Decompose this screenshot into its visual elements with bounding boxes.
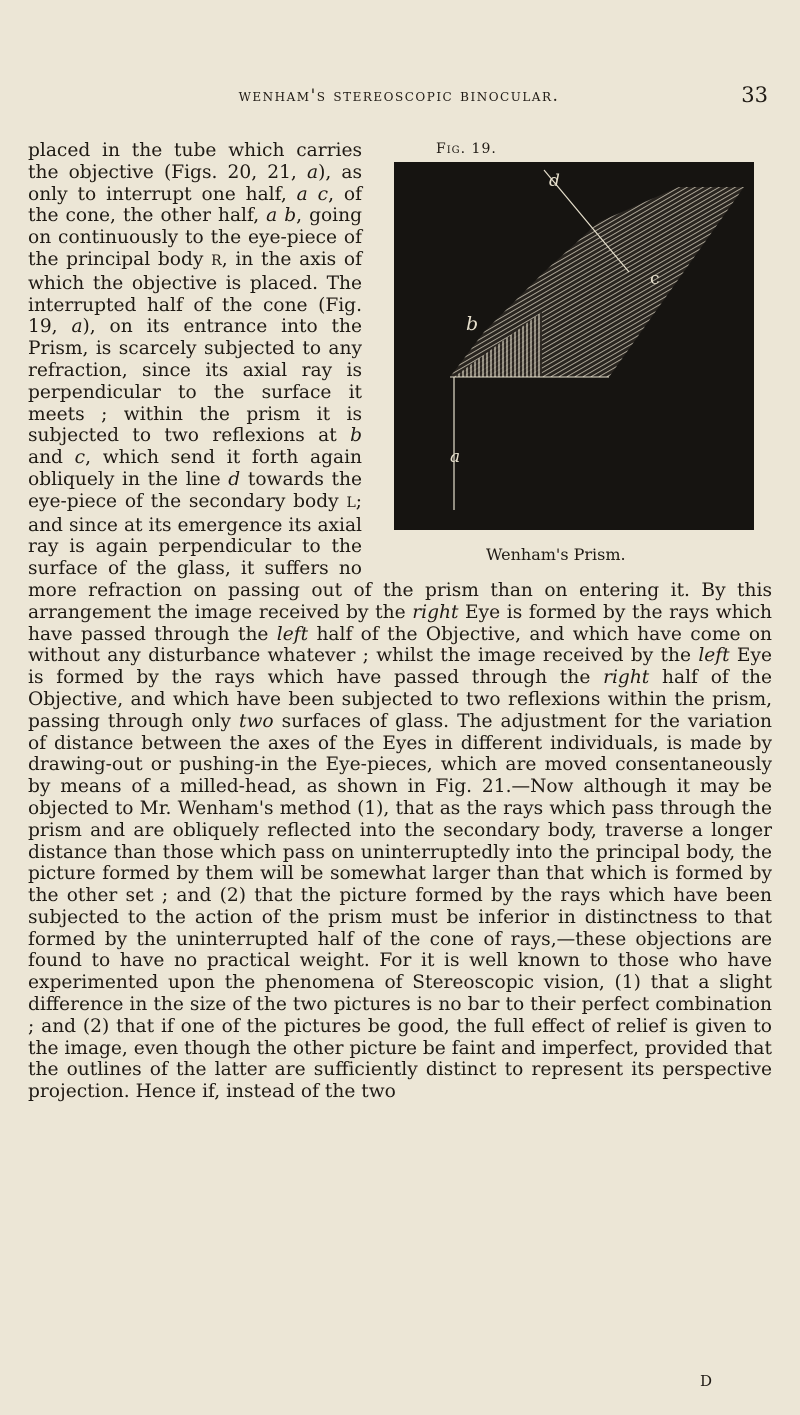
- text-run: half of the Objective, and which have come on without any disturbance whatever ; whilst the image received by the: [28, 623, 772, 667]
- text-run: ; and since at its emergence its axial ray is again perpendicular to the surface of the glass, it suffers no more refraction on passing out of the prism than on entering it. By this arrangement the image received by the: [28, 490, 772, 623]
- text-run: ), as only to interrupt one half,: [28, 161, 362, 205]
- text-run: surfaces of glass. The adjustment for the variation of distance between the axes of the Eyes in different individuals, is made by drawing-out or pushing-in the Eye-pieces, which are moved consentaneously by means of a milled-head, as shown in Fig. 21.—Now although it may be objected to Mr. Wenham's method (1), that as the rays which pass through the prism and are obliquely reflected into the secondary body, traverse a longer distance than those which pass on uninterruptedly into the principal body, the picture formed by them will be somewhat larger than that which is formed by the other set ; and (2) that the picture formed by the rays which have been subjected to the action of the prism must be inferior in distinctness to that formed by the uninterrupted half of the cone of rays,—these objections are found to have no practical weight. For it is well known to those who have experimented upon the phenomena of Stereoscopic vision, (1) that a slight difference in the size of the two pictures is no bar to their perfect combination ; and (2) that if one of the pictures be good, the full effect of relief is given to the image, even though the other picture be faint and imperfect, provided that the outlines of the latter are sufficiently distinct to represent its perspective projection. Hence if, instead of the two: [28, 710, 772, 1103]
- page-number: 33: [741, 83, 768, 107]
- text-italic: right: [603, 667, 650, 689]
- text-italic: a: [306, 161, 319, 183]
- page-header: [30, 83, 768, 114]
- figure-label: Fig. 19.: [436, 141, 497, 157]
- text-italic: two: [239, 710, 274, 732]
- text-italic: c: [74, 447, 86, 469]
- text-run: Eye is formed by the rays which have passed through the: [28, 601, 772, 645]
- text-italic: left: [276, 623, 309, 645]
- text-smallcap: L: [346, 494, 356, 511]
- text-run: half of the Objective, and which have been subjected to two reflexions within the prism, passing through only: [28, 667, 772, 732]
- text-run: and: [28, 447, 75, 469]
- text-italic: d: [228, 468, 241, 490]
- letter-d: d: [549, 171, 560, 191]
- wenham-prism-illustration: [394, 162, 754, 530]
- text-italic: a b: [266, 205, 297, 227]
- text-run: , in the axis of which the objective is placed. The interrupted half of the cone (Fig. 19,: [28, 248, 362, 338]
- text-run: Eye is formed by the rays which have passed through the: [28, 645, 772, 689]
- letter-a: a: [450, 447, 461, 467]
- text-italic: a: [71, 316, 83, 338]
- text-run: ), on its entrance into the Prism, is scarcely subjected to any refraction, since its axial ray is perpendicular to the surface it meets ; within the prism it is subjected to two reflexions at: [28, 316, 362, 447]
- figure-caption: Wenham's Prism.: [486, 545, 626, 564]
- text-italic: left: [698, 645, 730, 667]
- text-italic: right: [412, 601, 459, 623]
- figure-19: [376, 138, 772, 566]
- text-smallcap: R: [211, 252, 222, 269]
- text-italic: b: [350, 425, 362, 447]
- text-italic: a c: [296, 183, 329, 205]
- text-run: placed in the tube which carries the objective (Figs. 20, 21,: [28, 140, 362, 183]
- signature-letter: D: [700, 1372, 713, 1390]
- text-run: towards the eye-piece of the secondary body: [28, 468, 362, 512]
- running-head: wenham's stereoscopic binocular.: [238, 86, 560, 106]
- letter-c: c: [650, 269, 660, 289]
- text-run: , of the cone, the other half,: [28, 183, 362, 227]
- text-run: , which send it forth again obliquely in the line: [28, 447, 362, 490]
- body-text: [28, 140, 772, 1103]
- text-run: , going on continuously to the eye-piece of the principal body: [28, 205, 363, 270]
- letter-b: b: [466, 313, 479, 335]
